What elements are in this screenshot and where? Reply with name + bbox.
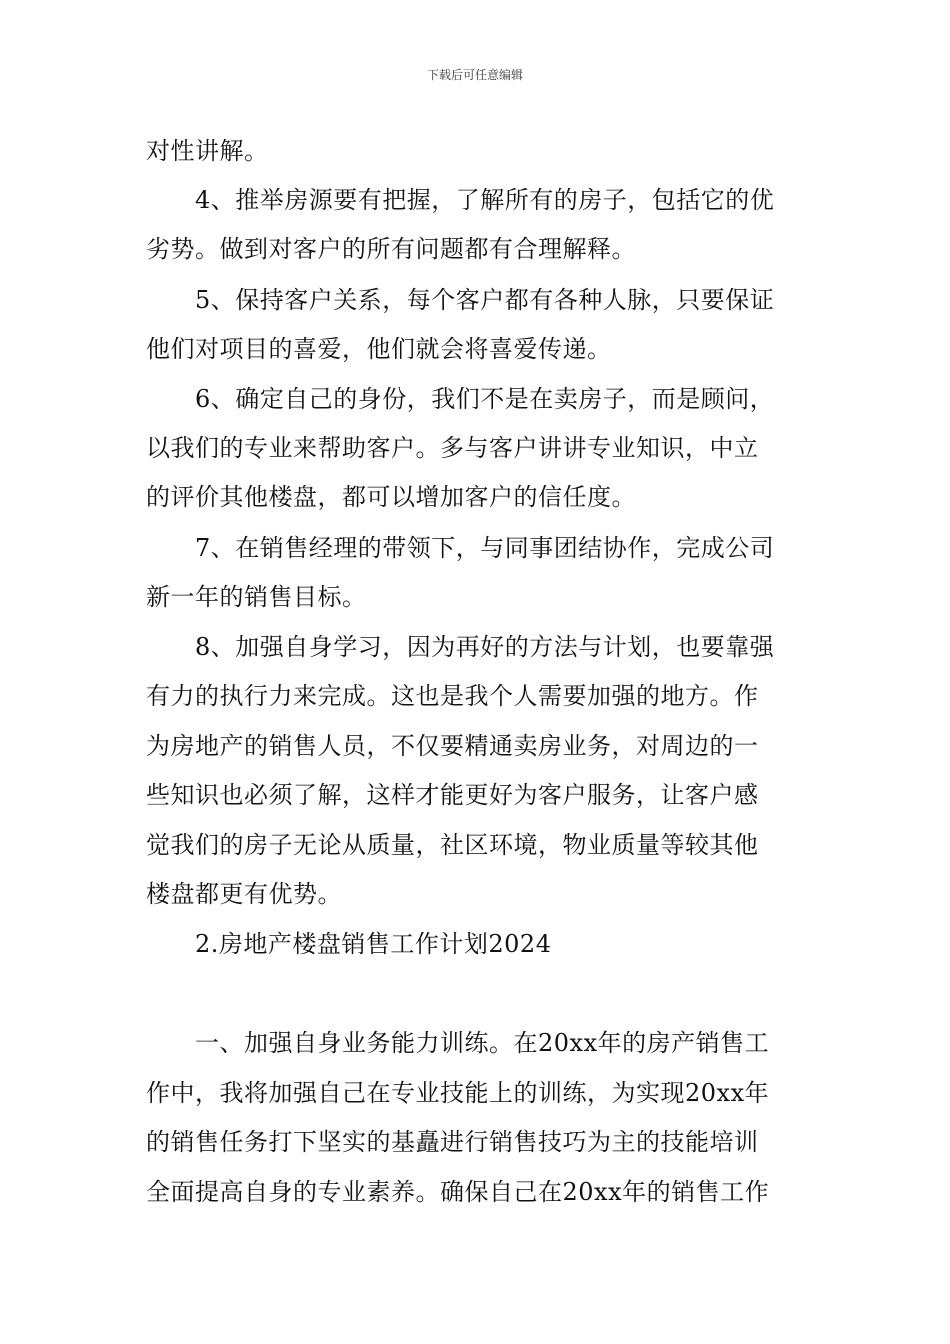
text-line: 6、确定自己的身份，我们不是在卖房子，而是顾问， — [195, 385, 775, 413]
text-line: 劣势。做到对客户的所有问题都有合理解释。 — [146, 235, 636, 263]
text-line: 他们对项目的喜爱，他们就会将喜爱传递。 — [146, 335, 612, 363]
text-line: 4、推举房源要有把握，了解所有的房子，包括它的优 — [195, 186, 775, 214]
text-line: 作中，我将加强自己在专业技能上的训练，为实现20xx年 — [146, 1079, 770, 1107]
text-line: 的评价其他楼盘，都可以增加客户的信任度。 — [146, 483, 636, 511]
text-line: 些知识也必须了解，这样才能更好为客户服务，让客户感 — [146, 781, 759, 809]
page-header-note: 下载后可任意编辑 — [426, 68, 523, 82]
text-line: 以我们的专业来帮助客户。多与客户讲讲专业知识，中立 — [146, 434, 759, 462]
text-line: 有力的执行力来完成。这也是我个人需要加强的地方。作 — [146, 682, 759, 710]
text-line: 5、保持客户关系，每个客户都有各种人脉，只要保证 — [195, 286, 775, 314]
text-line: 一、加强自身业务能力训练。在20xx年的房产销售工 — [195, 1029, 770, 1057]
text-line: 楼盘都更有优势。 — [146, 880, 342, 908]
text-line: 对性讲解。 — [146, 137, 269, 165]
text-line: 7、在销售经理的带领下，与同事团结协作，完成公司 — [195, 534, 775, 562]
text-line: 全面提高自身的专业素养。确保自己在20xx年的销售工作 — [146, 1178, 770, 1206]
text-line: 新一年的销售目标。 — [146, 583, 367, 611]
text-line: 8、加强自身学习，因为再好的方法与计划，也要靠强 — [195, 633, 775, 661]
text-line: 的销售任务打下坚实的基矗进行销售技巧为主的技能培训 — [146, 1128, 759, 1156]
section-heading: 2.房地产楼盘销售工作计划2024 — [195, 930, 552, 958]
text-line: 觉我们的房子无论从质量，社区环境，物业质量等较其他 — [146, 831, 759, 859]
text-line: 为房地产的销售人员，不仅要精通卖房业务，对周边的一 — [146, 732, 759, 760]
